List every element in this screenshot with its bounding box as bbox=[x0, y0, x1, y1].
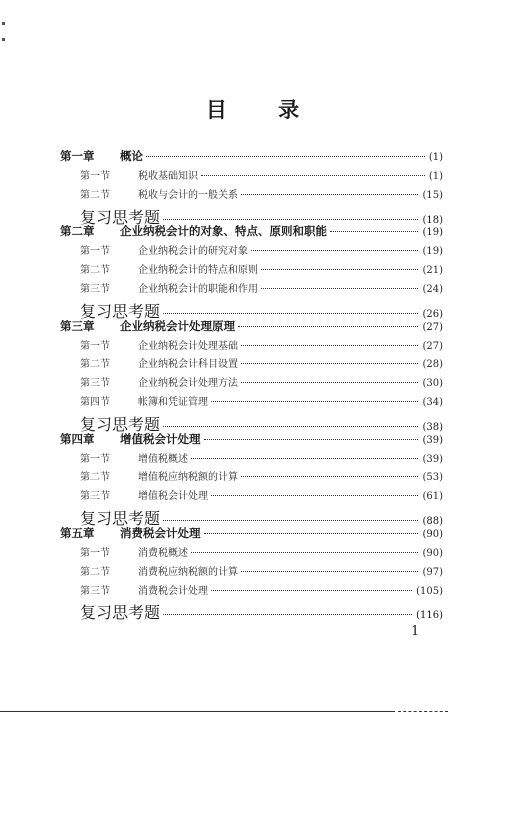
toc-entry-number: 第二节 bbox=[80, 472, 110, 484]
toc-entry-number: 第三节 bbox=[80, 283, 110, 295]
toc-section-row bbox=[80, 337, 443, 352]
toc-section-row bbox=[80, 186, 443, 201]
bottom-rule-dash bbox=[398, 711, 448, 712]
toc-leader-dots bbox=[204, 533, 419, 534]
toc-page-number: (116) bbox=[416, 610, 443, 622]
toc-page-number: (30) bbox=[422, 378, 443, 390]
toc-section-row bbox=[80, 563, 443, 578]
toc-leader-dots bbox=[241, 194, 418, 195]
toc-section-row bbox=[80, 374, 443, 389]
toc-entry-number: 第三章 bbox=[60, 318, 95, 333]
toc-leader-dots bbox=[261, 288, 418, 289]
toc-chapter-row bbox=[60, 318, 443, 334]
toc-page-number: (90) bbox=[422, 529, 443, 540]
toc-entry-number: 第三节 bbox=[80, 491, 110, 503]
toc-entry-title: 企业纳税会计处理基础 bbox=[138, 340, 238, 352]
toc-entry-title: 增值税应纳税额的计算 bbox=[138, 472, 238, 484]
toc-entry-number: 第二节 bbox=[80, 359, 110, 371]
toc-entry-number: 第二节 bbox=[80, 566, 110, 578]
toc-entry-title: 消费税会计处理 bbox=[120, 526, 201, 540]
toc-leader-dots bbox=[201, 175, 425, 176]
toc-page-number: (90) bbox=[422, 547, 443, 559]
toc-entry-number: 第二节 bbox=[80, 189, 110, 201]
toc-leader-dots bbox=[330, 231, 418, 232]
page-number: 1 bbox=[411, 624, 420, 639]
toc-entry-title: 复习思考题 bbox=[80, 414, 161, 434]
toc-page-number: (18) bbox=[422, 214, 443, 226]
toc-page-number: (28) bbox=[422, 359, 443, 371]
toc-entry-title: 税收基础知识 bbox=[138, 170, 198, 182]
bottom-rule bbox=[0, 711, 395, 712]
toc-section-row bbox=[80, 487, 443, 502]
toc-page-number: (39) bbox=[422, 453, 443, 465]
toc-leader-dots bbox=[163, 614, 412, 615]
toc-leader-dots bbox=[191, 458, 418, 459]
toc-leader-dots bbox=[251, 250, 418, 251]
toc-page-number: (53) bbox=[422, 472, 443, 484]
toc-entry-number: 第二节 bbox=[80, 265, 110, 277]
toc-page-number: (15) bbox=[422, 189, 443, 201]
toc-section-row bbox=[80, 261, 443, 276]
toc-review-row bbox=[80, 600, 443, 623]
toc-page-number: (19) bbox=[422, 227, 443, 239]
toc-entry-title: 帐簿和凭证管理 bbox=[138, 397, 208, 409]
toc-section-row bbox=[80, 355, 443, 370]
toc-section-row bbox=[80, 468, 443, 483]
toc-entry-number: 第四章 bbox=[60, 431, 95, 446]
toc-leader-dots bbox=[211, 401, 418, 402]
toc-section-row bbox=[80, 393, 443, 408]
toc-page-number: (1) bbox=[428, 152, 443, 163]
toc-entry-title: 概论 bbox=[120, 149, 143, 163]
toc-page-number: (105) bbox=[416, 585, 443, 597]
toc-chapter-row bbox=[60, 525, 443, 541]
toc-leader-dots bbox=[261, 269, 418, 270]
toc-page-number: (27) bbox=[422, 340, 443, 352]
toc-entry-number: 第一节 bbox=[80, 453, 110, 465]
toc-chapter-row bbox=[60, 431, 443, 447]
toc-leader-dots bbox=[163, 219, 418, 220]
toc-entry-title: 企业纳税会计的研究对象 bbox=[138, 246, 248, 258]
toc-page-number: (38) bbox=[422, 421, 443, 433]
toc-entry-title: 复习思考题 bbox=[80, 603, 161, 623]
toc-leader-dots bbox=[241, 363, 418, 364]
toc-entry-title: 消费税应纳税额的计算 bbox=[138, 566, 238, 578]
toc-page-number: (24) bbox=[422, 283, 443, 295]
toc-section-row bbox=[80, 242, 443, 257]
toc-entry-title: 企业纳税会计处理原理 bbox=[120, 318, 235, 333]
toc-entry-title: 企业纳税会计的职能和作用 bbox=[138, 283, 258, 295]
toc-leader-dots bbox=[204, 439, 419, 440]
toc-entry-title: 复习思考题 bbox=[80, 509, 161, 529]
toc-entry-title: 复习思考题 bbox=[80, 207, 161, 227]
toc-leader-dots bbox=[146, 156, 425, 157]
toc-section-row bbox=[80, 450, 443, 465]
toc-entry-title: 增值税会计处理 bbox=[138, 491, 208, 503]
toc-page-number: (34) bbox=[422, 397, 443, 409]
toc-entry-title: 增值税概述 bbox=[138, 453, 188, 465]
toc-page-number: (19) bbox=[422, 246, 443, 258]
toc-section-row bbox=[80, 167, 443, 182]
toc-page-number: (27) bbox=[422, 321, 443, 333]
toc-entry-title: 税收与会计的一般关系 bbox=[138, 189, 238, 201]
toc-entry-number: 第二章 bbox=[60, 224, 95, 239]
toc-entry-title: 企业纳税会计科目设置 bbox=[138, 359, 238, 371]
toc-page-number: (61) bbox=[422, 491, 443, 503]
toc-leader-dots bbox=[241, 476, 418, 477]
toc-leader-dots bbox=[163, 426, 418, 427]
toc-chapter-row bbox=[60, 148, 443, 164]
toc-chapter-row bbox=[60, 223, 443, 239]
toc-entry-title: 增值税会计处理 bbox=[120, 431, 201, 446]
toc-leader-dots bbox=[241, 382, 418, 383]
toc-entry-number: 第一节 bbox=[80, 246, 110, 258]
toc-page-number: (21) bbox=[422, 265, 443, 277]
toc-entry-number: 第四节 bbox=[80, 397, 110, 409]
toc-entry-title: 复习思考题 bbox=[80, 301, 161, 321]
toc-leader-dots bbox=[241, 345, 418, 346]
toc-entry-number: 第三节 bbox=[80, 585, 110, 597]
toc-entry-title: 企业纳税会计的特点和原则 bbox=[138, 265, 258, 277]
toc-section-row bbox=[80, 544, 443, 559]
toc-page-number: (88) bbox=[422, 516, 443, 528]
toc-leader-dots bbox=[163, 313, 418, 314]
toc-entry-number: 第一节 bbox=[80, 547, 110, 559]
toc-entry-number: 第五章 bbox=[60, 526, 95, 540]
toc-entry-title: 消费税会计处理 bbox=[138, 585, 208, 597]
toc-entry-title: 企业纳税会计处理方法 bbox=[138, 378, 238, 390]
toc-entry-number: 第一章 bbox=[60, 149, 95, 163]
toc-entry-title: 消费税概述 bbox=[138, 547, 188, 559]
toc-leader-dots bbox=[241, 571, 418, 572]
toc-leader-dots bbox=[163, 520, 418, 521]
toc-entry-number: 第三节 bbox=[80, 378, 110, 390]
toc-section-row bbox=[80, 280, 443, 295]
toc-leader-dots bbox=[211, 495, 418, 496]
toc-page-number: (97) bbox=[422, 566, 443, 578]
page-title: 目 录 bbox=[205, 98, 322, 122]
toc-entry-title: 企业纳税会计的对象、特点、原则和职能 bbox=[120, 224, 327, 239]
toc-leader-dots bbox=[191, 552, 418, 553]
toc-page-number: (1) bbox=[428, 170, 443, 182]
toc-leader-dots bbox=[238, 326, 418, 327]
toc-entry-number: 第一节 bbox=[80, 170, 110, 182]
toc-leader-dots bbox=[211, 590, 412, 591]
toc-page-number: (39) bbox=[422, 434, 443, 446]
toc-section-row bbox=[80, 582, 443, 597]
toc-page-number: (26) bbox=[422, 308, 443, 320]
toc-entry-number: 第一节 bbox=[80, 340, 110, 352]
